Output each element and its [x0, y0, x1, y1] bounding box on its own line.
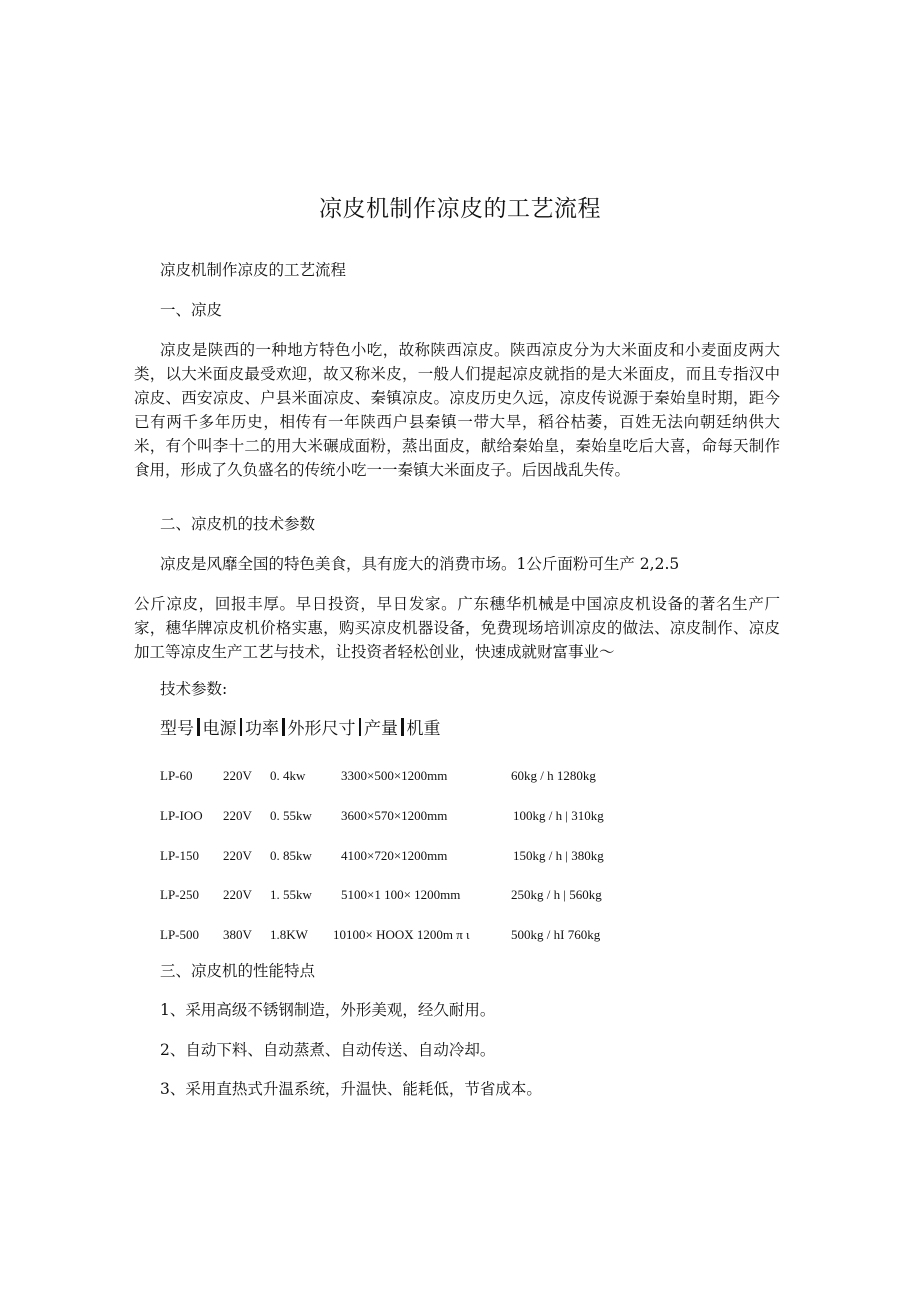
spec-model: LP-500 [160, 927, 199, 942]
feature-item: 2、自动下料、自动蒸煮、自动传送、自动冷却。 [160, 1041, 496, 1059]
section2-heading: 二、凉皮机的技术参数 [160, 515, 316, 533]
spec-header-row [160, 714, 441, 739]
spec-dimensions: 10100× HOOX 1200m π ι [333, 927, 470, 942]
spec-power-supply: 220V [223, 768, 252, 783]
spec-model: LP-250 [160, 887, 199, 902]
spec-header-dimensions: 外形尺寸 [287, 719, 356, 739]
spec-power: 0. 85kw [270, 848, 312, 863]
column-separator [197, 718, 200, 736]
spec-header-power-supply: 电源 [202, 719, 237, 739]
column-separator [282, 718, 285, 736]
column-separator [240, 718, 243, 736]
spec-power-supply: 220V [223, 848, 252, 863]
spec-power-supply: 380V [223, 927, 252, 942]
spec-model: LP-150 [160, 848, 199, 863]
spec-header-power: 功率 [245, 719, 279, 739]
spec-power-supply: 220V [223, 887, 252, 902]
spec-output-weight: 100kg / h | 310kg [513, 808, 604, 823]
document-title: 凉皮机制作凉皮的工艺流程 [319, 196, 601, 222]
feature-item: 3、采用直热式升温系统，升温快、能耗低，节省成本。 [160, 1080, 542, 1098]
spec-output-weight: 60kg / h 1280kg [511, 768, 596, 783]
spec-power: 1. 55kw [270, 887, 312, 902]
spec-header-model: 型号 [160, 719, 194, 739]
spec-dimensions: 5100×1 100× 1200mm [341, 887, 461, 902]
column-separator [401, 718, 404, 736]
spec-model: LP-60 [160, 768, 193, 783]
spec-power-supply: 220V [223, 808, 252, 823]
intro-line: 凉皮机制作凉皮的工艺流程 [160, 261, 347, 279]
spec-dimensions: 3600×570×1200mm [341, 808, 448, 823]
spec-power: 0. 4kw [270, 768, 306, 783]
spec-output-weight: 500kg / hI 760kg [511, 927, 601, 942]
spec-output-weight: 150kg / h | 380kg [513, 848, 604, 863]
section3-heading: 三、凉皮机的性能特点 [160, 962, 316, 980]
section2-paragraph-a: 凉皮是风靡全国的特色美食，具有庞大的消费市场。1公斤面粉可生产 2,2.5 [160, 555, 680, 573]
feature-item: 1、采用高级不锈钢制造，外形美观，经久耐用。 [160, 1001, 496, 1019]
column-separator [359, 718, 362, 736]
spec-header-output: 产量 [364, 719, 398, 739]
section1-heading: 一、凉皮 [160, 301, 223, 319]
spec-power: 0. 55kw [270, 808, 312, 823]
spec-label: 技术参数: [160, 680, 228, 698]
spec-dimensions: 4100×720×1200mm [341, 848, 448, 863]
spec-power: 1.8KW [270, 927, 308, 942]
spec-dimensions: 3300×500×1200mm [341, 768, 448, 783]
section1-paragraph: 凉皮是陕西的一种地方特色小吃，故称陕西凉皮。陕西凉皮分为大米面皮和小麦面皮两大类，以大米面皮最受欢迎，故又称米皮，一般人们提起凉皮就指的是大米面皮，而且专指汉中凉皮、西安凉皮、户县米面凉皮、秦镇凉皮。凉皮历史久远，凉皮传说源于秦始皇时期，距今已有两千多年历史，相传有一年陕西户县秦镇一带大旱，稻谷枯萎，百姓无法向朝廷纳供大米，有个叫李十二的用大米碾成面粉，蒸出面皮，献给秦始皇，秦始皇吃后大喜，命每天制作食用，形成了久负盛名的传统小吃一一秦镇大米面皮子。后因战乱失传。 [134, 341, 780, 479]
spec-header-weight: 机重 [406, 719, 441, 739]
section2-paragraph-b: 公斤凉皮，回报丰厚。早日投资，早日发家。广东穗华机械是中国凉皮机设备的著名生产厂家，穗华牌凉皮机价格实惠，购买凉皮机器设备，免费现场培训凉皮的做法、凉皮制作、凉皮加工等凉皮生产工艺与技术，让投资者轻松创业，快速成就财富事业～ [134, 595, 780, 661]
spec-output-weight: 250kg / h | 560kg [511, 887, 602, 902]
spec-model: LP-IOO [160, 808, 203, 823]
